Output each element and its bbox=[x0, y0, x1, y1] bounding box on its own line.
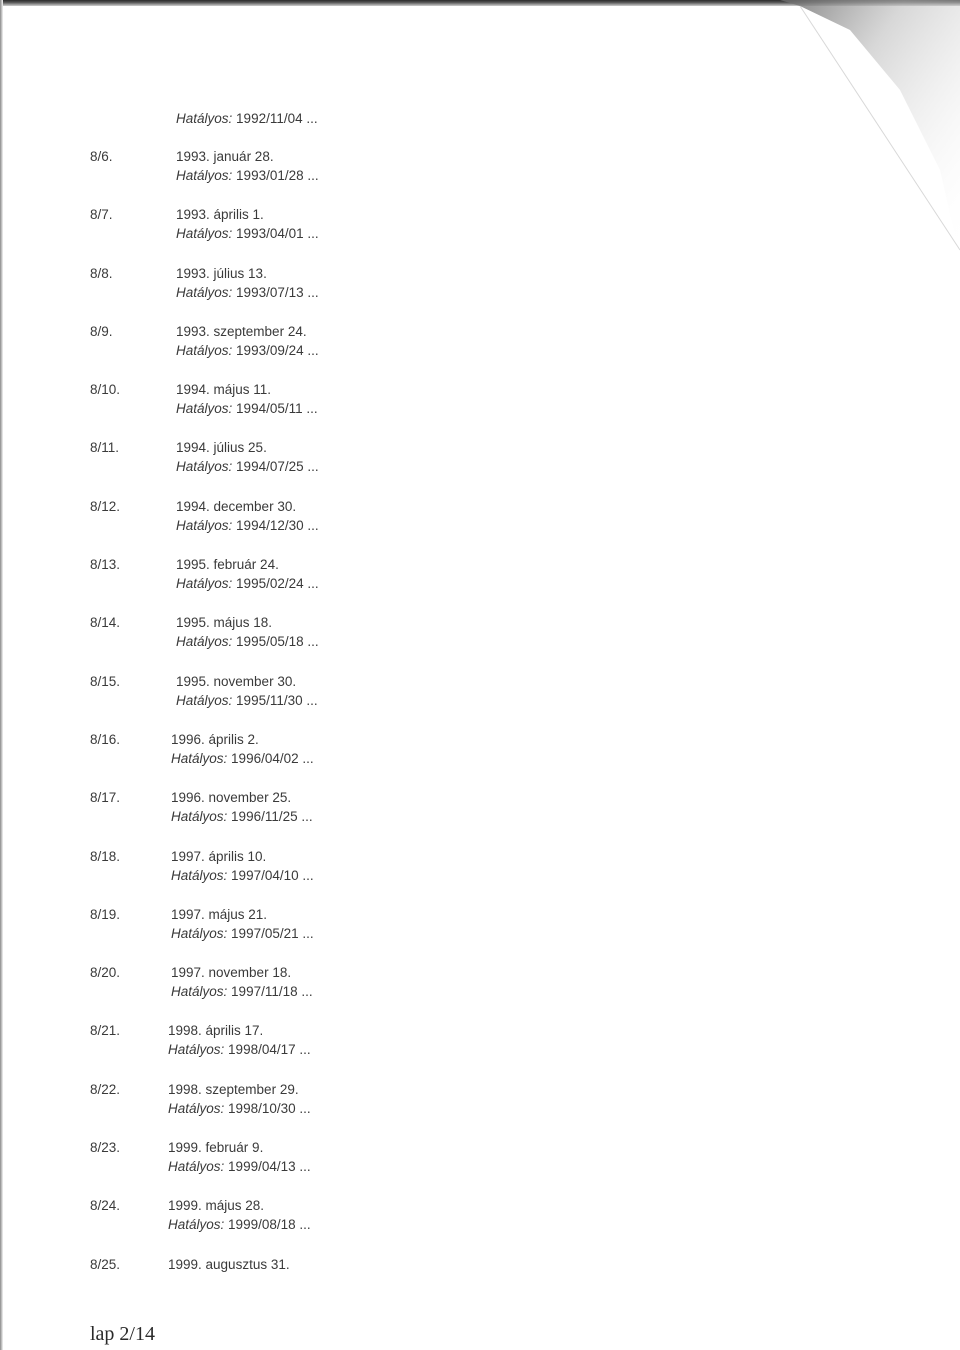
entry-date: 1995. február 24. bbox=[176, 557, 279, 573]
effective-date: 1994/07/25 ... bbox=[236, 459, 319, 475]
effective-label: Hatályos: bbox=[176, 517, 233, 533]
page-number-footer: lap 2/14 bbox=[90, 1323, 155, 1345]
amendment-entry bbox=[90, 906, 490, 964]
effective-date: 1997/04/10 ... bbox=[231, 867, 314, 883]
effective-label: Hatályos: bbox=[176, 168, 233, 183]
effective-date: 1995/05/18 ... bbox=[236, 634, 319, 650]
entry-number: 8/10. bbox=[90, 382, 121, 398]
effective-date: 1994/05/11 ... bbox=[236, 401, 318, 417]
effective-label: Hatályos: bbox=[176, 692, 233, 708]
entry-date: 1994. május 11. bbox=[176, 382, 272, 398]
entry-effective bbox=[176, 342, 319, 360]
entry-effective bbox=[176, 517, 319, 535]
effective-label: Hatályos: bbox=[168, 1100, 225, 1116]
entry-date: 1995. május 18. bbox=[176, 615, 273, 631]
entry-effective bbox=[176, 284, 319, 302]
entry-date: 1998. április 17. bbox=[168, 1023, 264, 1039]
amendment-entry bbox=[90, 1139, 490, 1197]
entry-effective bbox=[168, 1216, 311, 1234]
effective-date: 1993/04/01 ... bbox=[236, 226, 319, 242]
effective-date: 1999/04/13 ... bbox=[228, 1159, 311, 1175]
entry-date: 1997. május 21. bbox=[171, 906, 268, 922]
amendment-entry bbox=[90, 964, 490, 1022]
entry-number: 8/19. bbox=[90, 906, 121, 922]
entry-number: 8/23. bbox=[90, 1140, 121, 1156]
amendment-entry bbox=[90, 1197, 490, 1255]
entry-date: 1994. december 30. bbox=[176, 498, 297, 514]
lead-effective-line bbox=[176, 110, 318, 128]
entry-number: 8/13. bbox=[90, 557, 121, 573]
entry-effective bbox=[168, 1100, 311, 1118]
effective-label: Hatályos: bbox=[176, 226, 233, 242]
effective-date: 1998/04/17 ... bbox=[228, 1042, 311, 1058]
entry-number: 8/16. bbox=[90, 731, 121, 747]
amendment-entry bbox=[90, 148, 490, 206]
entry-effective bbox=[168, 1158, 311, 1176]
entry-date: 1997. november 18. bbox=[171, 965, 292, 981]
entry-date: 1993. július 13. bbox=[176, 265, 267, 281]
effective-label: Hatályos: bbox=[171, 984, 228, 1000]
effective-date: 1997/05/21 ... bbox=[231, 925, 314, 941]
effective-date: 1996/04/02 ... bbox=[231, 750, 314, 766]
entry-effective bbox=[176, 400, 318, 418]
entry-effective bbox=[176, 692, 318, 710]
amendment-entry bbox=[90, 498, 490, 556]
amendment-entry bbox=[90, 323, 490, 381]
entry-effective bbox=[176, 633, 319, 651]
effective-label: Hatályos: bbox=[176, 401, 233, 417]
effective-label: Hatályos: bbox=[168, 1217, 225, 1233]
entry-date: 1996. április 2. bbox=[171, 731, 259, 747]
amendment-entry bbox=[90, 848, 490, 906]
amendment-entry bbox=[90, 556, 490, 614]
entry-effective bbox=[176, 575, 319, 593]
entry-effective bbox=[171, 983, 313, 1001]
entry-effective bbox=[171, 808, 313, 826]
entry-effective bbox=[176, 458, 319, 476]
amendment-entry bbox=[90, 789, 490, 847]
entry-date: 1999. május 28. bbox=[168, 1198, 265, 1214]
entry-date: 1999. február 9. bbox=[168, 1140, 264, 1156]
entry-effective bbox=[171, 867, 314, 885]
entry-date: 1993. szeptember 24. bbox=[176, 323, 307, 339]
effective-date: 1993/09/24 ... bbox=[236, 342, 319, 358]
entry-number: 8/24. bbox=[90, 1198, 121, 1214]
entry-date: 1998. szeptember 29. bbox=[168, 1081, 299, 1097]
effective-label: Hatályos: bbox=[176, 284, 233, 300]
entry-number: 8/8. bbox=[90, 265, 113, 281]
entry-number: 8/25. bbox=[90, 1256, 121, 1272]
amendment-list bbox=[90, 148, 490, 1314]
entry-effective bbox=[171, 750, 314, 768]
effective-label: Hatályos: bbox=[176, 634, 233, 650]
effective-label: Hatályos: bbox=[171, 925, 228, 941]
entry-number: 8/11. bbox=[90, 440, 120, 456]
amendment-entry bbox=[90, 439, 490, 497]
entry-number: 8/9. bbox=[90, 323, 113, 339]
effective-label: Hatályos: bbox=[171, 809, 228, 825]
entry-date: 1995. november 30. bbox=[176, 673, 297, 689]
effective-date: 1998/10/30 ... bbox=[228, 1100, 311, 1116]
amendment-entry bbox=[90, 1081, 490, 1139]
entry-date: 1996. november 25. bbox=[171, 790, 292, 806]
effective-label: Hatályos: bbox=[171, 867, 228, 883]
amendment-entry bbox=[90, 265, 490, 323]
entry-effective bbox=[171, 925, 314, 943]
entry-date: 1999. augusztus 31. bbox=[168, 1256, 290, 1272]
effective-date: 1999/08/18 ... bbox=[228, 1217, 311, 1233]
entry-number: 8/6. bbox=[90, 149, 113, 164]
entry-number: 8/20. bbox=[90, 965, 121, 981]
entry-number: 8/17. bbox=[90, 790, 121, 806]
effective-date: 1992/11/04 ... bbox=[236, 111, 318, 126]
effective-label: Hatályos: bbox=[168, 1042, 225, 1058]
effective-date: 1993/07/13 ... bbox=[236, 284, 319, 300]
effective-date: 1996/11/25 ... bbox=[231, 809, 313, 825]
entry-effective bbox=[176, 167, 319, 185]
amendment-entry bbox=[90, 1256, 490, 1314]
entry-number: 8/15. bbox=[90, 673, 121, 689]
effective-label: Hatályos: bbox=[171, 750, 228, 766]
entry-date: 1994. július 25. bbox=[176, 440, 267, 456]
amendment-entry bbox=[90, 673, 490, 731]
entry-date: 1997. április 10. bbox=[171, 848, 267, 864]
effective-label: Hatályos: bbox=[168, 1159, 225, 1175]
amendment-entry bbox=[90, 381, 490, 439]
effective-label: Hatályos: bbox=[176, 111, 233, 126]
entry-number: 8/22. bbox=[90, 1081, 121, 1097]
effective-date: 1994/12/30 ... bbox=[236, 517, 319, 533]
effective-date: 1995/02/24 ... bbox=[236, 576, 319, 592]
amendment-entry bbox=[90, 1022, 490, 1080]
effective-label: Hatályos: bbox=[176, 342, 233, 358]
entry-number: 8/21. bbox=[90, 1023, 121, 1039]
effective-date: 1995/11/30 ... bbox=[236, 692, 318, 708]
entry-number: 8/14. bbox=[90, 615, 121, 631]
effective-date: 1993/01/28 ... bbox=[236, 168, 319, 183]
amendment-entry bbox=[90, 731, 490, 789]
entry-number: 8/7. bbox=[90, 207, 113, 223]
entry-date: 1993. április 1. bbox=[176, 207, 264, 223]
entry-number: 8/18. bbox=[90, 848, 121, 864]
entry-date: 1993. január 28. bbox=[176, 149, 274, 164]
amendment-entry bbox=[90, 614, 490, 672]
amendment-entry bbox=[90, 206, 490, 264]
entry-effective bbox=[176, 225, 319, 243]
effective-label: Hatályos: bbox=[176, 576, 233, 592]
entry-effective bbox=[168, 1041, 311, 1059]
effective-label: Hatályos: bbox=[176, 459, 233, 475]
entry-number: 8/12. bbox=[90, 498, 121, 514]
effective-date: 1997/11/18 ... bbox=[231, 984, 313, 1000]
